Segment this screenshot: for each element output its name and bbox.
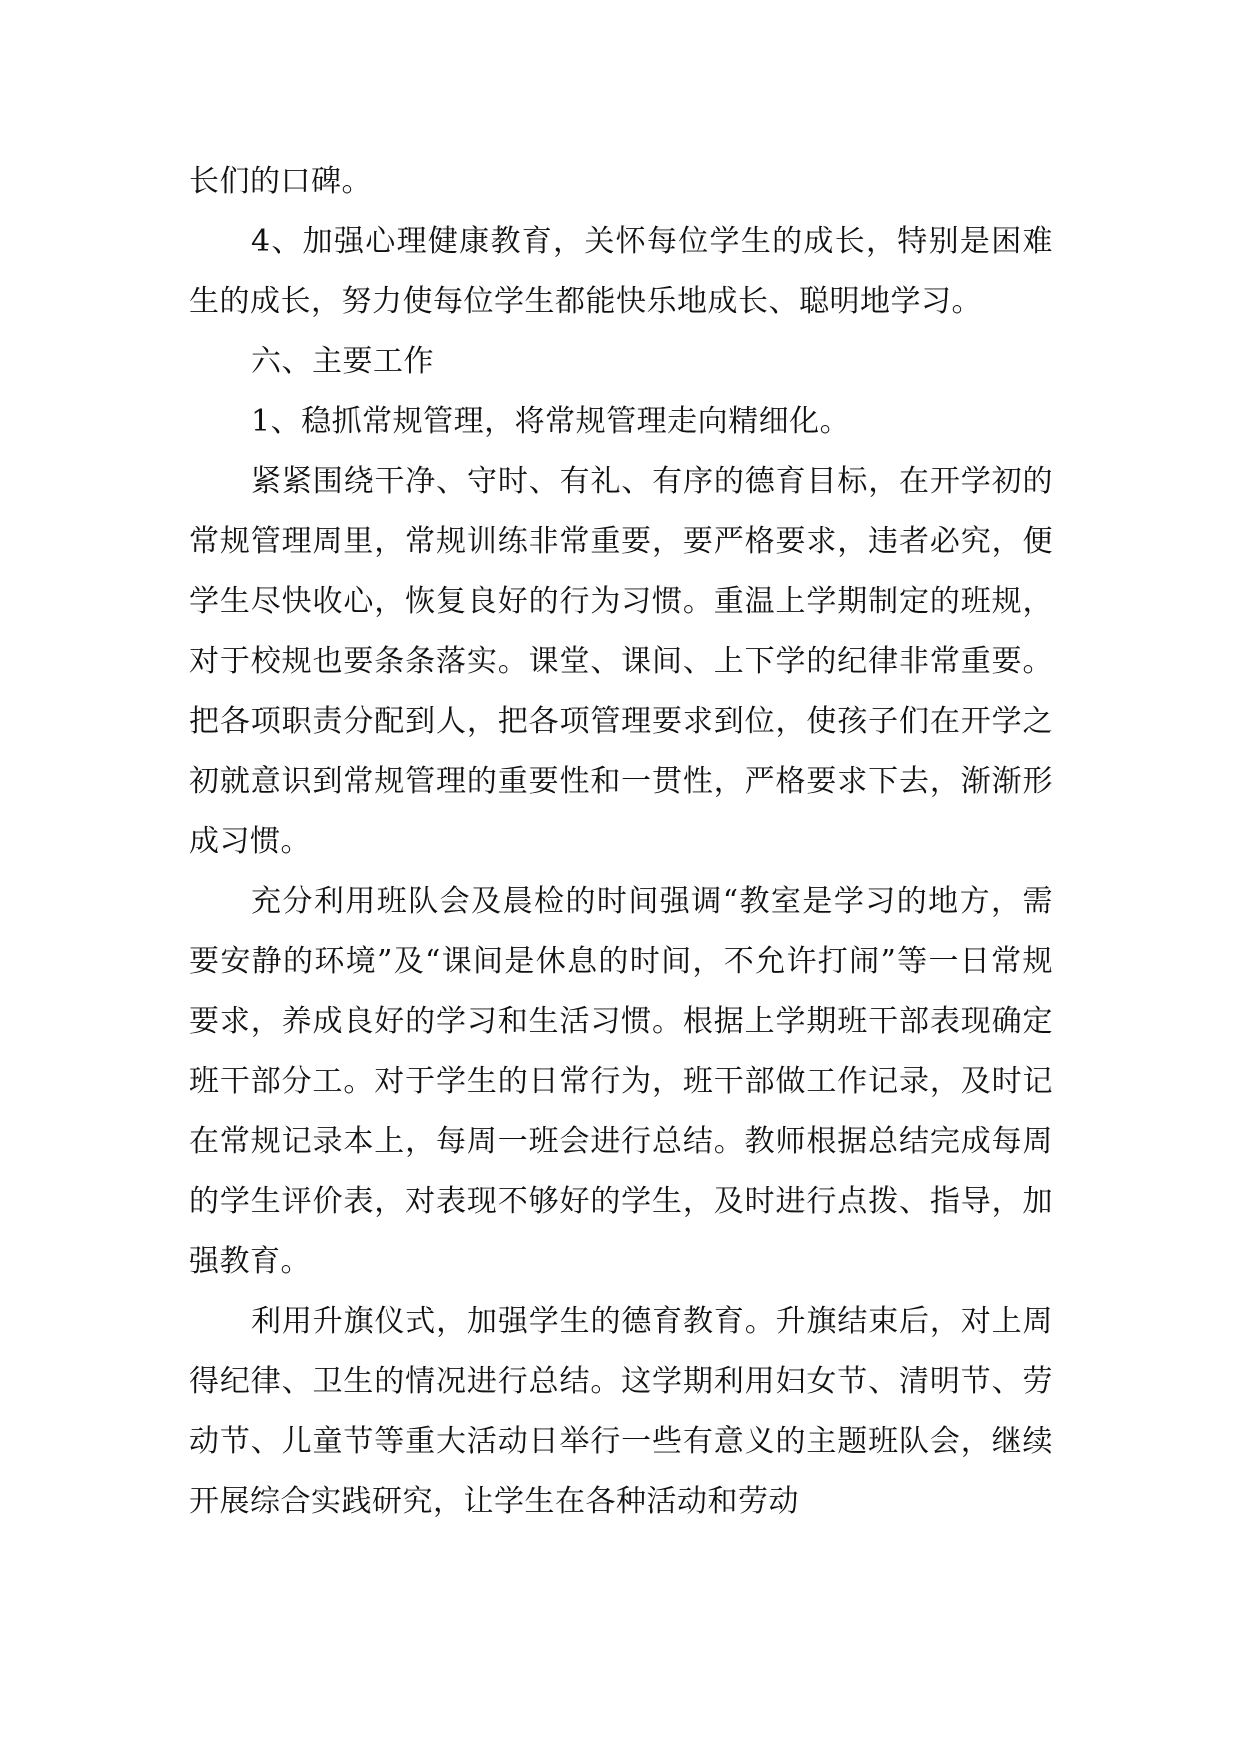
section-heading-main-work: 六、主要工作 [251, 344, 434, 379]
paragraph-flag-ceremony: 利用升旗仪式，加强学生的德育教育。升旗结束后，对上周得纪律、卫生的情况进行总结。这学期利用妇女节、清明节、劳动节、儿童节等重大活动日举行一些有意义的主题班队会，继续开展综合实践研究，让学生在各种活动和劳动 [189, 1304, 1053, 1519]
paragraph-class-meetings: 充分利用班队会及晨检的时间强调“教室是学习的地方，需要安静的环境”及“课间是休息的时间，不允许打闹”等一日常规要求，养成良好的学习和生活习惯。根据上学期班干部表现确定班干部分工。对于学生的日常行为，班干部做工作记录，及时记在常规记录本上，每周一班会进行总结。教师根据总结完成每周的学生评价表，对表现不够好的学生，及时进行点拨、指导，加强教育。 [189, 884, 1053, 1279]
paragraph-item-1: 1、稳抓常规管理，将常规管理走向精细化。 [251, 404, 851, 439]
paragraph-routine-management: 紧紧围绕干净、守时、有礼、有序的德育目标，在开学初的常规管理周里，常规训练非常重要，要严格要求，违者必究，便学生尽快收心，恢复良好的行为习惯。重温上学期制定的班规，对于校规也要条条落实。课堂、课间、上下学的纪律非常重要。把各项职责分配到人，把各项管理要求到位，使孩子们在开学之初就意识到常规管理的重要性和一贯性，严格要求下去，渐渐形成习惯。 [189, 464, 1053, 859]
body-text [189, 152, 1053, 1532]
paragraph-item-4: 4、加强心理健康教育，关怀每位学生的成长，特别是困难生的成长，努力使每位学生都能快乐地成长、聪明地学习。 [189, 224, 1053, 319]
paragraph-continuation: 长们的口碑。 [189, 164, 372, 199]
